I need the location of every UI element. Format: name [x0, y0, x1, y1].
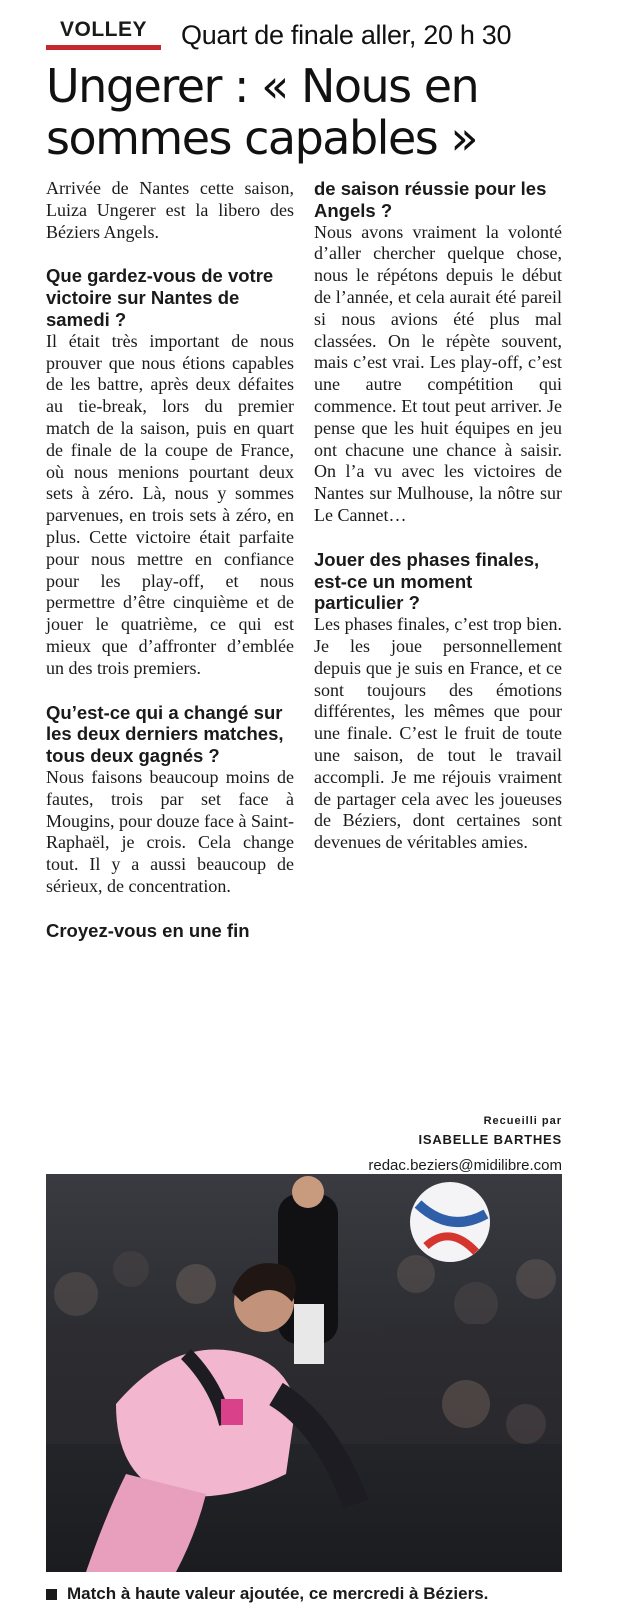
- credit-name: ISABELLE BARTHES: [418, 1132, 562, 1147]
- question-2: Qu’est-ce qui a changé sur les deux derniers matches, tous deux gagnés ?: [46, 701, 284, 767]
- question-1: Que gardez-vous de votre victoire sur Nantes de samedi ?: [46, 265, 274, 330]
- credit-email: redac.beziers@midilibre.com: [368, 1157, 562, 1174]
- photo-illustration: [46, 1174, 562, 1572]
- caption-square-icon: [46, 1589, 57, 1600]
- question-4: Jouer des phases finales, est-ce un moment particulier ?: [314, 548, 540, 614]
- answer-2: Nous faisons beaucoup moins de fautes, trois par set face à Mougins, pour douze face à Saint-Raphaël, je crois. Cela change tout. Il y a aussi beaucoup de sérieux, de concentration.: [46, 766, 294, 896]
- headline: Ungerer : « Nous en sommes capables »: [46, 59, 479, 165]
- match-photo: [46, 1174, 562, 1572]
- answer-4: Les phases finales, c’est trop bien. Je les joue personnellement depuis que je suis en France, et ce sont toujours des émotions différentes, les mêmes que pour une finale. C’est le fruit de toute une saison, de tout le travail accompli. Je me réjouis vraiment de partager cela avec les joueuses de Béziers, dont certaines sont devenues de véritables amies.: [314, 614, 562, 853]
- question-3-start: Croyez-vous en une fin: [46, 919, 250, 941]
- caption-text: Match à haute valeur ajoutée, ce mercredi à Béziers.: [67, 1584, 489, 1603]
- text-column-left: [46, 178, 294, 942]
- question-3-end: de saison réussie pour les Angels ?: [314, 178, 547, 221]
- kicker-text: Quart de finale aller, 20 h 30: [181, 20, 512, 50]
- answer-3: Nous avons vraiment la volonté d’aller chercher quelque chose, nous le répétons depuis le début de l’année, et cela aurait été pareil si nous avions été plus mal classées. On le répète souvent, mais c’est vrai. Les play-off, c’est une autre compétition qui commence. Et tout peut arriver. Je pense que les huit équipes en jeu ont chacune une chance à saisir. On l’a vu avec les victoires de Nantes sur Mulhouse, la nôtre sur Le Cannet…: [314, 221, 562, 525]
- volleyball: [410, 1182, 490, 1262]
- text-column-right: [314, 178, 562, 854]
- rubric-label: VOLLEY: [46, 17, 161, 50]
- photo-caption: [46, 1582, 606, 1606]
- credit-label: Recueilli par: [483, 1115, 562, 1127]
- answer-1: Il était très important de nous prouver que nous étions capables de les battre, après deux défaites au tie-break, lors du premier match de la saison, puis en quart de finale de la coupe de France, où nous menions pourtant deux sets à zéro. Là, nous y sommes parvenues, en trois sets à zéro, en plus. Cette victoire était parfaite pour nous mettre en confiance pour les play-off, et nous permettre d’être cinquième et de jouer le quatrième, ce qui est mieux que d’affronter d’emblée un des trois premiers.: [46, 330, 294, 678]
- intro-paragraph: Arrivée de Nantes cette saison, Luiza Ungerer est la libero des Béziers Angels.: [46, 178, 294, 242]
- author-credit: [314, 1112, 562, 1178]
- kicker: [46, 14, 511, 50]
